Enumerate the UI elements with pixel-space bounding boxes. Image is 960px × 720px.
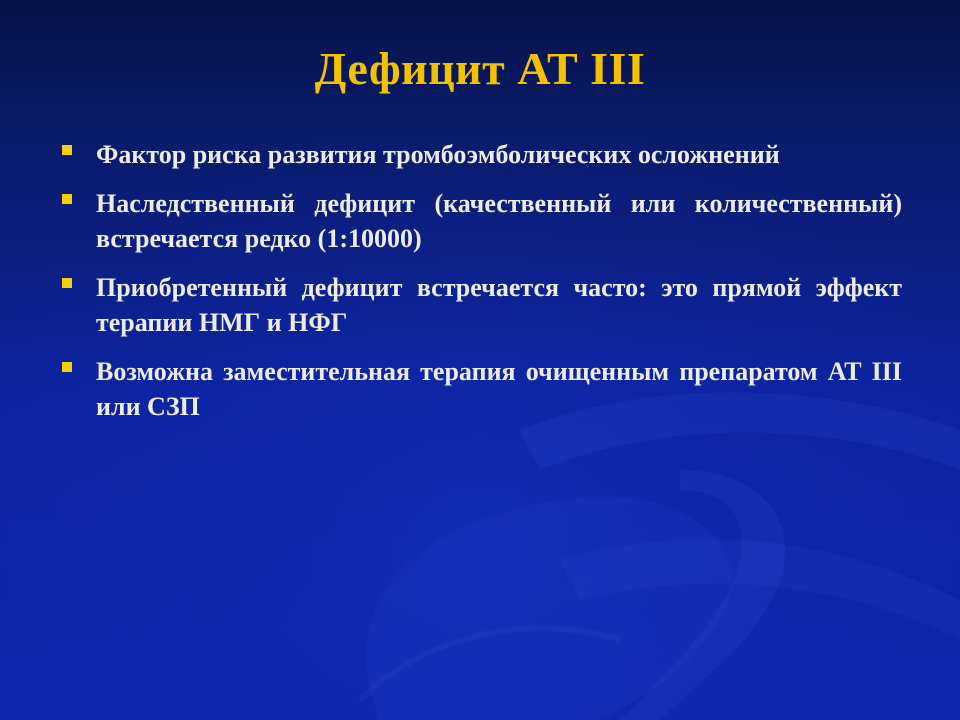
square-bullet-icon	[62, 145, 72, 155]
square-bullet-icon	[62, 362, 72, 372]
square-bullet-icon	[62, 194, 72, 204]
square-bullet-icon	[62, 278, 72, 288]
bullet-text: Приобретенный дефицит встречается часто: это прямой эффект терапии НМГ и НФГ	[96, 273, 902, 337]
slide-title: Дефицит АТ III	[314, 43, 646, 94]
bullet-item	[60, 186, 902, 256]
bullet-text: Возможна заместительная терапия очищенным препаратом АТ III или СЗП	[96, 357, 902, 421]
bullet-item	[60, 137, 902, 172]
bullet-text: Наследственный дефицит (качественный или количественный) встречается редко (1:10000)	[96, 189, 902, 253]
bullet-item	[60, 354, 902, 424]
bullet-item	[60, 270, 902, 340]
bullet-list	[60, 137, 902, 438]
bullet-text: Фактор риска развития тромбоэмболических осложнений	[96, 140, 780, 169]
